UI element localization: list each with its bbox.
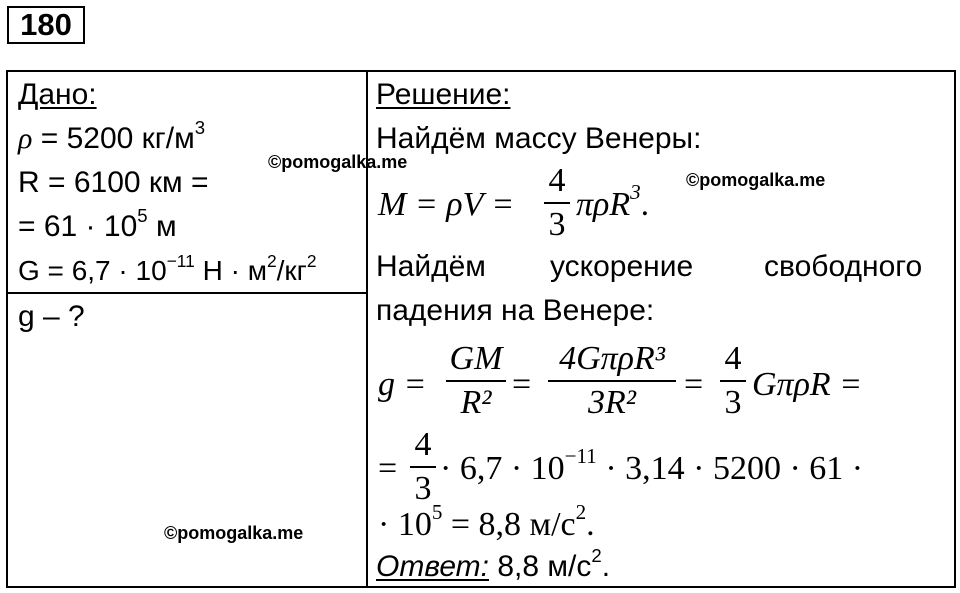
problem-number: 180: [7, 6, 85, 44]
given-radius: R = 6100 км =: [18, 166, 209, 199]
given-G-exp2: 2: [266, 250, 277, 271]
eq-result-exp2: 2: [575, 500, 587, 525]
eq-g-frac3-bar: [720, 380, 746, 382]
eq-g-equals2: =: [684, 366, 704, 403]
eq-g-frac1-bar: [446, 380, 506, 382]
given-find-divider: [6, 292, 368, 294]
eq-g-frac1: [446, 340, 506, 422]
answer: [376, 545, 611, 587]
watermark: ©pomogalka.me: [164, 523, 304, 543]
eq-g-frac3-den: 3: [724, 384, 742, 421]
eq-mass-fraction: [544, 162, 570, 244]
given-density-exp: 3: [194, 117, 206, 139]
given-radius-value-exp: 5: [137, 205, 148, 227]
eq-calc-frac-bar: [410, 466, 436, 468]
eq-mass-rhs-text: πρR: [576, 186, 631, 223]
step-acceleration-w1: Найдём: [376, 250, 486, 283]
answer-value: 8,8 м/с: [489, 550, 592, 583]
given-G-exp1: −11: [166, 250, 195, 271]
eq-mass-frac-bar: [544, 202, 570, 204]
eq-result: [378, 500, 595, 547]
eq-g-frac3-num: 4: [724, 340, 742, 377]
eq-mass-frac-num: 4: [548, 162, 566, 199]
given-gravitational-constant: [18, 250, 317, 291]
given-density-rest: = 5200 кг/м: [32, 122, 195, 155]
eq-g-frac2-num: 4GπρR³: [559, 340, 665, 377]
step-acceleration-w2: ускорение: [550, 250, 694, 283]
eq-mass-rhs-exp: 3: [630, 180, 641, 205]
eq-mass-lhs: M = ρV =: [378, 186, 515, 223]
given-G-exp3: 2: [306, 250, 317, 271]
eq-g-equals1: =: [512, 366, 532, 403]
eq-mass-rhs: [576, 180, 650, 227]
eq-mass-frac-den: 3: [548, 206, 566, 243]
solution-heading: Решение:: [376, 78, 511, 111]
eq-g-frac3: [720, 340, 746, 422]
watermark: ©pomogalka.me: [268, 152, 408, 172]
given-radius-value-unit: м: [147, 210, 177, 243]
eq-mass-end: .: [640, 186, 650, 223]
eq-calc-exp: −11: [564, 444, 597, 469]
eq-g-frac2-den: 3R²: [588, 384, 636, 421]
eq-result-a: · 10: [378, 506, 432, 543]
eq-g-frac2-bar: [548, 380, 676, 382]
eq-calc-start: =: [378, 450, 398, 487]
step-find-mass: Найдём массу Венеры:: [376, 122, 702, 155]
given-G-c: /кг: [276, 255, 307, 286]
given-heading: Дано:: [18, 78, 97, 111]
eq-calc-b: · 3,14 · 5200 · 61 ·: [596, 450, 864, 487]
eq-g-start: g =: [378, 366, 427, 403]
step-acceleration-w3: свободного: [764, 250, 923, 283]
given-G-b: Н · м: [194, 255, 267, 286]
eq-calc-frac-num: 4: [414, 426, 432, 463]
step-acceleration-line2: падения на Венере:: [376, 294, 655, 327]
given-density: ρ = 5200 $кг/м^3$: [18, 117, 206, 155]
eq-result-b: = 8,8 м/с: [442, 506, 576, 543]
eq-g-frac2: [548, 340, 676, 422]
answer-exp: 2: [591, 545, 602, 567]
given-radius-value: [18, 205, 177, 247]
eq-calc-frac: [410, 426, 436, 508]
eq-g-frac1-num: GM: [449, 340, 503, 377]
eq-result-exp: 5: [431, 500, 443, 525]
answer-end: .: [601, 550, 611, 583]
eq-calc-frac-den: 3: [414, 470, 432, 507]
eq-g-tail: GπρR =: [752, 366, 863, 403]
eq-calc-values: [440, 444, 864, 491]
find-quantity: g – ?: [18, 300, 85, 333]
eq-calc-a: · 6,7 · 10: [440, 450, 565, 487]
given-G-a: G = 6,7 · 10: [18, 255, 167, 286]
given-radius-value-a: = 61 · 10: [18, 210, 138, 243]
column-divider: [366, 70, 368, 588]
eq-result-end: .: [586, 506, 595, 543]
watermark: ©pomogalka.me: [686, 170, 826, 190]
eq-g-frac1-den: R²: [460, 384, 492, 421]
answer-label: Ответ:: [376, 550, 489, 583]
